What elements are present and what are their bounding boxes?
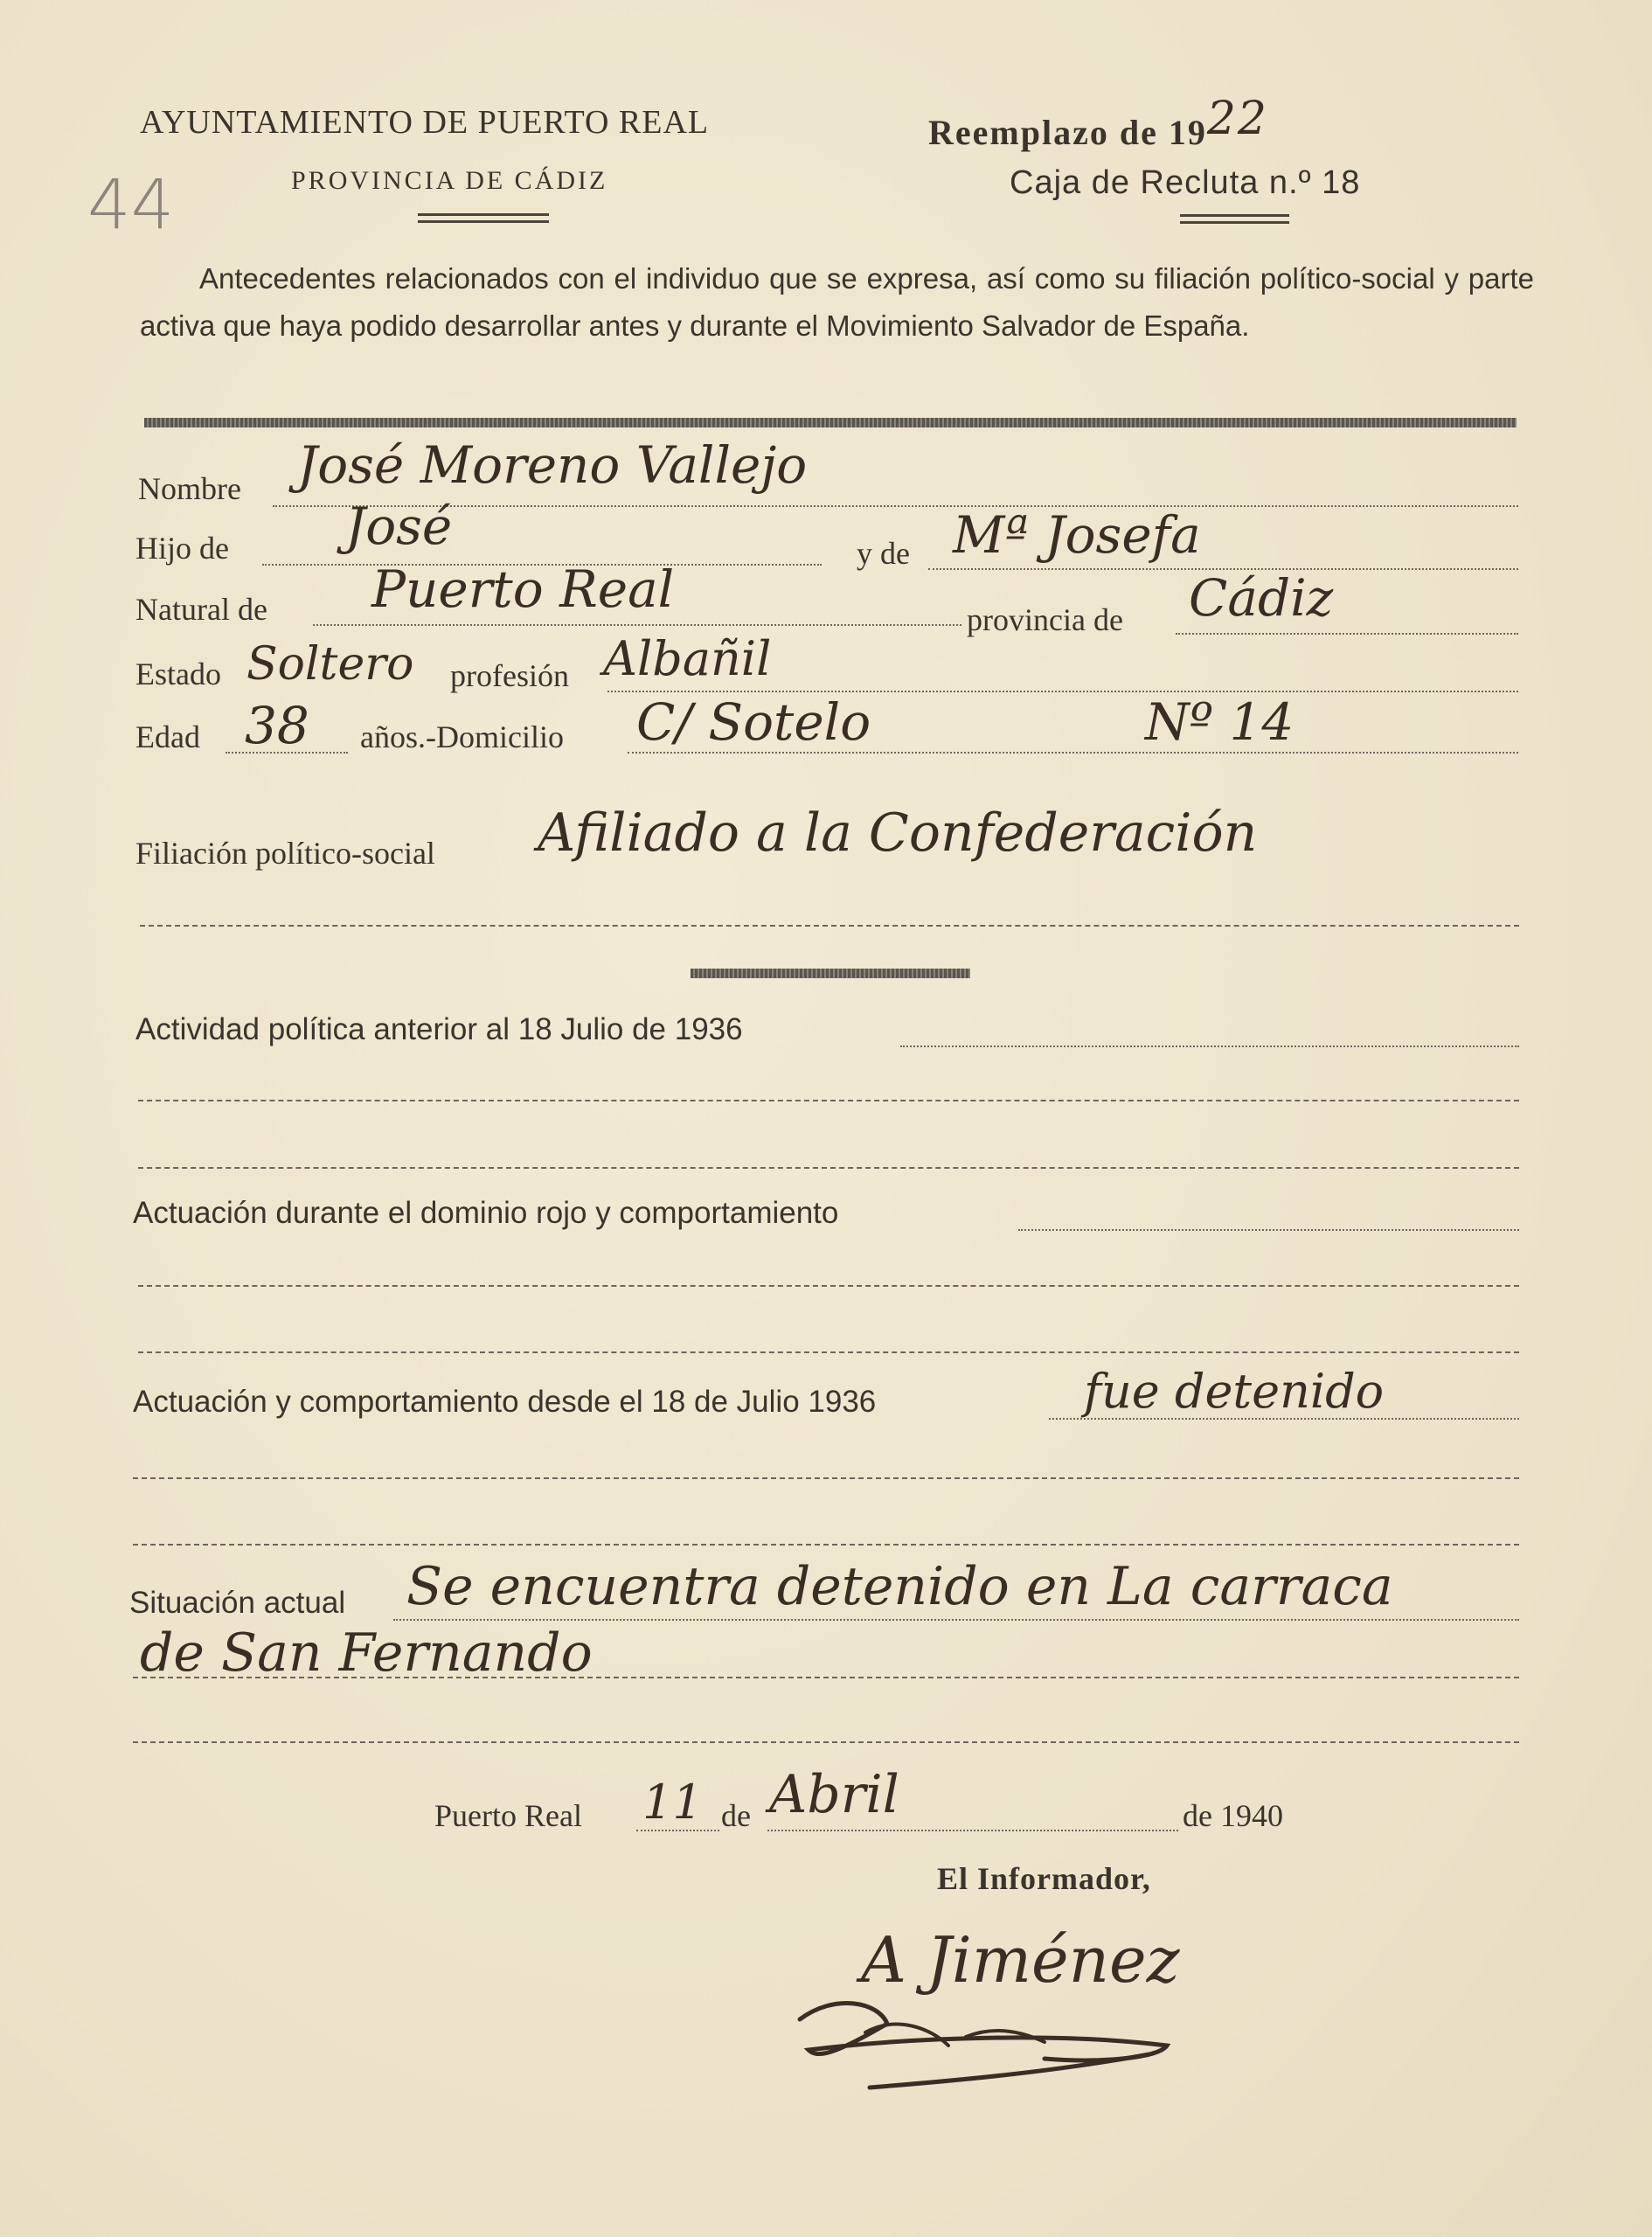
situacion-value-1: Se encuentra detenido en La carraca [406, 1556, 1393, 1617]
natural-line [313, 624, 961, 626]
province-subtitle: PROVINCIA DE CÁDIZ [291, 166, 608, 195]
provincia-line [1176, 633, 1518, 635]
madre-value: Mª Josefa [953, 505, 1201, 565]
actividad-line-2 [138, 1100, 1519, 1101]
actuacion-desde-line-2 [133, 1477, 1519, 1479]
situacion-line-1 [393, 1619, 1519, 1621]
natural-value: Puerto Real [371, 559, 675, 619]
anos-domicilio-label: años.-Domicilio [360, 719, 564, 754]
domicilio-number: Nº 14 [1145, 692, 1295, 752]
provincia-value: Cádiz [1189, 568, 1334, 628]
reemplazo-year: 22 [1206, 93, 1268, 145]
profesion-value: Albañil [603, 631, 772, 686]
reemplazo-text: Reemplazo de 19 [928, 113, 1207, 152]
reemplazo-label [928, 93, 1268, 156]
actuacion-rojo-line-3 [138, 1351, 1519, 1353]
footer-month: Abril [769, 1764, 899, 1825]
actuacion-rojo-line-1 [1018, 1229, 1519, 1231]
domicilio-line [628, 752, 1518, 754]
situacion-value-2: de San Fernando [140, 1622, 593, 1684]
footer-day: 11 [642, 1775, 703, 1830]
actuacion-rojo-label: Actuación durante el dominio rojo y comportamiento [133, 1196, 839, 1230]
signature-text: A Jiménez [861, 1923, 1180, 1997]
actuacion-desde-label: Actuación y comportamiento desde el 18 de Julio 1936 [133, 1385, 877, 1419]
actuacion-desde-value: fue detenido [1084, 1364, 1385, 1419]
estado-label: Estado [135, 657, 221, 691]
filiacion-line-2 [140, 925, 1519, 927]
padre-value: José [345, 497, 453, 556]
nombre-line [273, 505, 1518, 507]
situacion-line-3 [133, 1741, 1519, 1743]
situacion-label: Situación actual [129, 1586, 346, 1620]
actuacion-desde-line-3 [133, 1544, 1519, 1546]
intro-paragraph: Antecedentes relacionados con el individuo que se expresa, así como su filiación político-social y parte activa que haya podido desarrollar antes y durante el Movimiento Salvador de España. [140, 262, 1534, 342]
actividad-line-3 [138, 1167, 1519, 1169]
month-line [767, 1830, 1178, 1831]
profesion-label: profesión [450, 658, 569, 693]
section-divider-middle [691, 969, 970, 978]
nombre-value: José Moreno Vallejo [297, 435, 808, 495]
footer-place: Puerto Real [434, 1798, 582, 1833]
natural-label: Natural de [135, 592, 267, 627]
margin-number: 44 [87, 166, 175, 245]
caja-recluta: Caja de Recluta n.º 18 [1010, 164, 1361, 201]
actuacion-rojo-line-2 [138, 1285, 1519, 1287]
y-de-label: y de [857, 536, 910, 571]
estado-value: Soltero [246, 638, 414, 691]
domicilio-value: C/ Sotelo [636, 692, 871, 752]
footer-de: de [721, 1798, 751, 1833]
signature-flourish [782, 1984, 1202, 2115]
header-divider-left [418, 213, 549, 223]
actividad-label: Actividad política anterior al 18 Julio de 1936 [135, 1012, 743, 1046]
edad-label: Edad [135, 719, 200, 754]
filiacion-label: Filiación político-social [135, 836, 435, 871]
nombre-label: Nombre [138, 471, 241, 506]
municipality-title: AYUNTAMIENTO DE PUERTO REAL [140, 104, 710, 141]
day-line [636, 1830, 719, 1831]
header-divider-right [1180, 214, 1289, 224]
provincia-label: provincia de [967, 602, 1123, 637]
informador-label: El Informador, [937, 1861, 1151, 1896]
filiacion-value: Afiliado a la Confederación [538, 802, 1258, 864]
hijo-label: Hijo de [135, 531, 229, 566]
actividad-line-1 [900, 1046, 1519, 1047]
footer-year: de 1940 [1183, 1798, 1283, 1833]
section-rule-top [144, 418, 1517, 427]
edad-value: 38 [245, 696, 309, 755]
